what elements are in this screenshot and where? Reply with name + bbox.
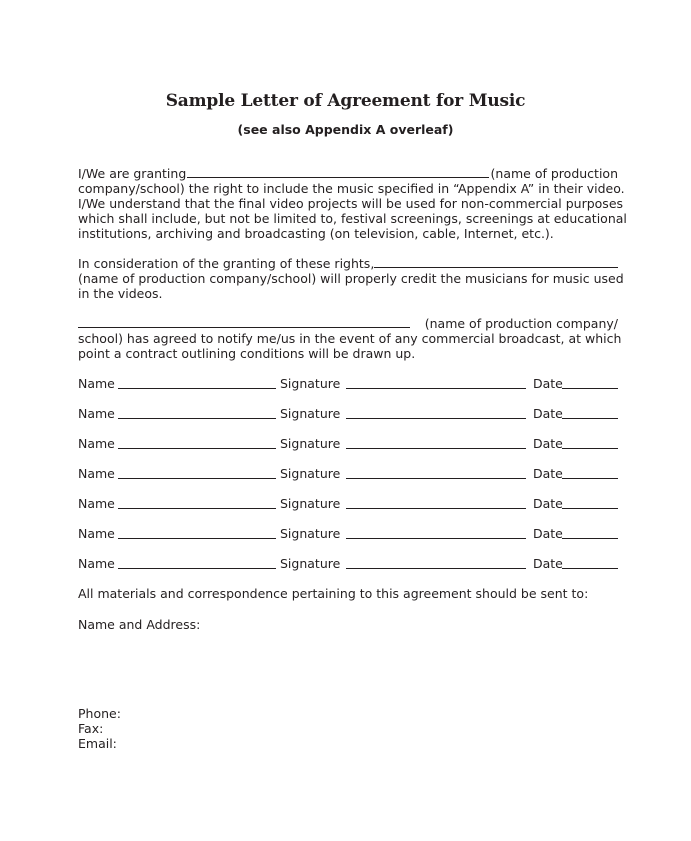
paragraph-line <box>78 316 618 331</box>
paragraph-consideration <box>78 256 624 301</box>
signature-block <box>78 376 618 586</box>
signature-blank[interactable] <box>346 496 526 509</box>
name-blank[interactable] <box>118 496 276 509</box>
signature-label: Signature <box>280 436 341 451</box>
consideration-blank[interactable] <box>374 256 618 268</box>
name-label: Name <box>78 496 115 511</box>
date-blank[interactable] <box>562 406 618 419</box>
date-blank[interactable] <box>562 466 618 479</box>
date-label: Date <box>533 526 563 541</box>
signature-row <box>78 436 618 466</box>
signature-label: Signature <box>280 406 341 421</box>
signature-blank[interactable] <box>346 376 526 389</box>
date-label: Date <box>533 466 563 481</box>
email-label: Email: <box>78 736 117 751</box>
signature-row <box>78 406 618 436</box>
paragraph-line: in the videos. <box>78 286 163 301</box>
contact-block <box>78 706 121 751</box>
name-label: Name <box>78 436 115 451</box>
date-blank[interactable] <box>562 436 618 449</box>
name-blank[interactable] <box>118 556 276 569</box>
granting-prefix: I/We are granting <box>78 166 187 181</box>
signature-row <box>78 556 618 586</box>
paragraph-line: which shall include, but not be limited to, festival screenings, screenings at educational <box>78 211 627 226</box>
name-blank[interactable] <box>118 466 276 479</box>
paragraph-line: I/We understand that the final video projects will be used for non-commercial purposes <box>78 196 624 211</box>
date-blank[interactable] <box>562 526 618 539</box>
signature-blank[interactable] <box>346 406 526 419</box>
name-label: Name <box>78 526 115 541</box>
paragraph-line <box>78 166 618 181</box>
paragraph-line <box>78 256 618 271</box>
fax-label: Fax: <box>78 721 104 736</box>
date-label: Date <box>533 406 563 421</box>
date-label: Date <box>533 376 563 391</box>
signature-row <box>78 496 618 526</box>
date-label: Date <box>533 436 563 451</box>
document-title: Sample Letter of Agreement for Music <box>165 91 526 111</box>
signature-row <box>78 466 618 496</box>
name-blank[interactable] <box>118 376 276 389</box>
signature-blank[interactable] <box>346 526 526 539</box>
paragraph-line: point a contract outlining conditions will be drawn up. <box>78 346 416 361</box>
signature-row <box>78 526 618 556</box>
name-label: Name <box>78 466 115 481</box>
closing-statement: All materials and correspondence pertaining to this agreement should be sent to: <box>78 586 589 601</box>
name-address-label: Name and Address: <box>78 617 201 632</box>
signature-row <box>78 376 618 406</box>
date-label: Date <box>533 556 563 571</box>
date-blank[interactable] <box>562 496 618 509</box>
signature-label: Signature <box>280 526 341 541</box>
granting-suffix: (name of production <box>490 166 618 181</box>
paragraph-line: (name of production company/school) will properly credit the musicians for music used <box>78 271 624 286</box>
signature-label: Signature <box>280 556 341 571</box>
name-blank[interactable] <box>118 526 276 539</box>
name-label: Name <box>78 406 115 421</box>
date-blank[interactable] <box>562 556 618 569</box>
paragraph-line: company/school) the right to include the music specified in “Appendix A” in their video. <box>78 181 625 196</box>
signature-label: Signature <box>280 466 341 481</box>
date-blank[interactable] <box>562 376 618 389</box>
grantor-name-blank[interactable] <box>187 166 489 178</box>
signature-label: Signature <box>280 496 341 511</box>
name-label: Name <box>78 376 115 391</box>
production-company-blank[interactable] <box>78 316 410 328</box>
name-label: Name <box>78 556 115 571</box>
paragraph-line: institutions, archiving and broadcasting (on television, cable, Internet, etc.). <box>78 226 554 241</box>
notification-suffix: (name of production company/ <box>424 316 618 331</box>
paragraph-granting <box>78 166 627 241</box>
signature-blank[interactable] <box>346 556 526 569</box>
signature-blank[interactable] <box>346 436 526 449</box>
name-blank[interactable] <box>118 436 276 449</box>
consideration-prefix: In consideration of the granting of these rights, <box>78 256 375 271</box>
signature-label: Signature <box>280 376 341 391</box>
phone-label: Phone: <box>78 706 121 721</box>
document-subtitle: (see also Appendix A overleaf) <box>237 122 454 137</box>
paragraph-line: school) has agreed to notify me/us in the event of any commercial broadcast, at which <box>78 331 622 346</box>
paragraph-notification <box>78 316 622 361</box>
date-label: Date <box>533 496 563 511</box>
name-blank[interactable] <box>118 406 276 419</box>
signature-blank[interactable] <box>346 466 526 479</box>
